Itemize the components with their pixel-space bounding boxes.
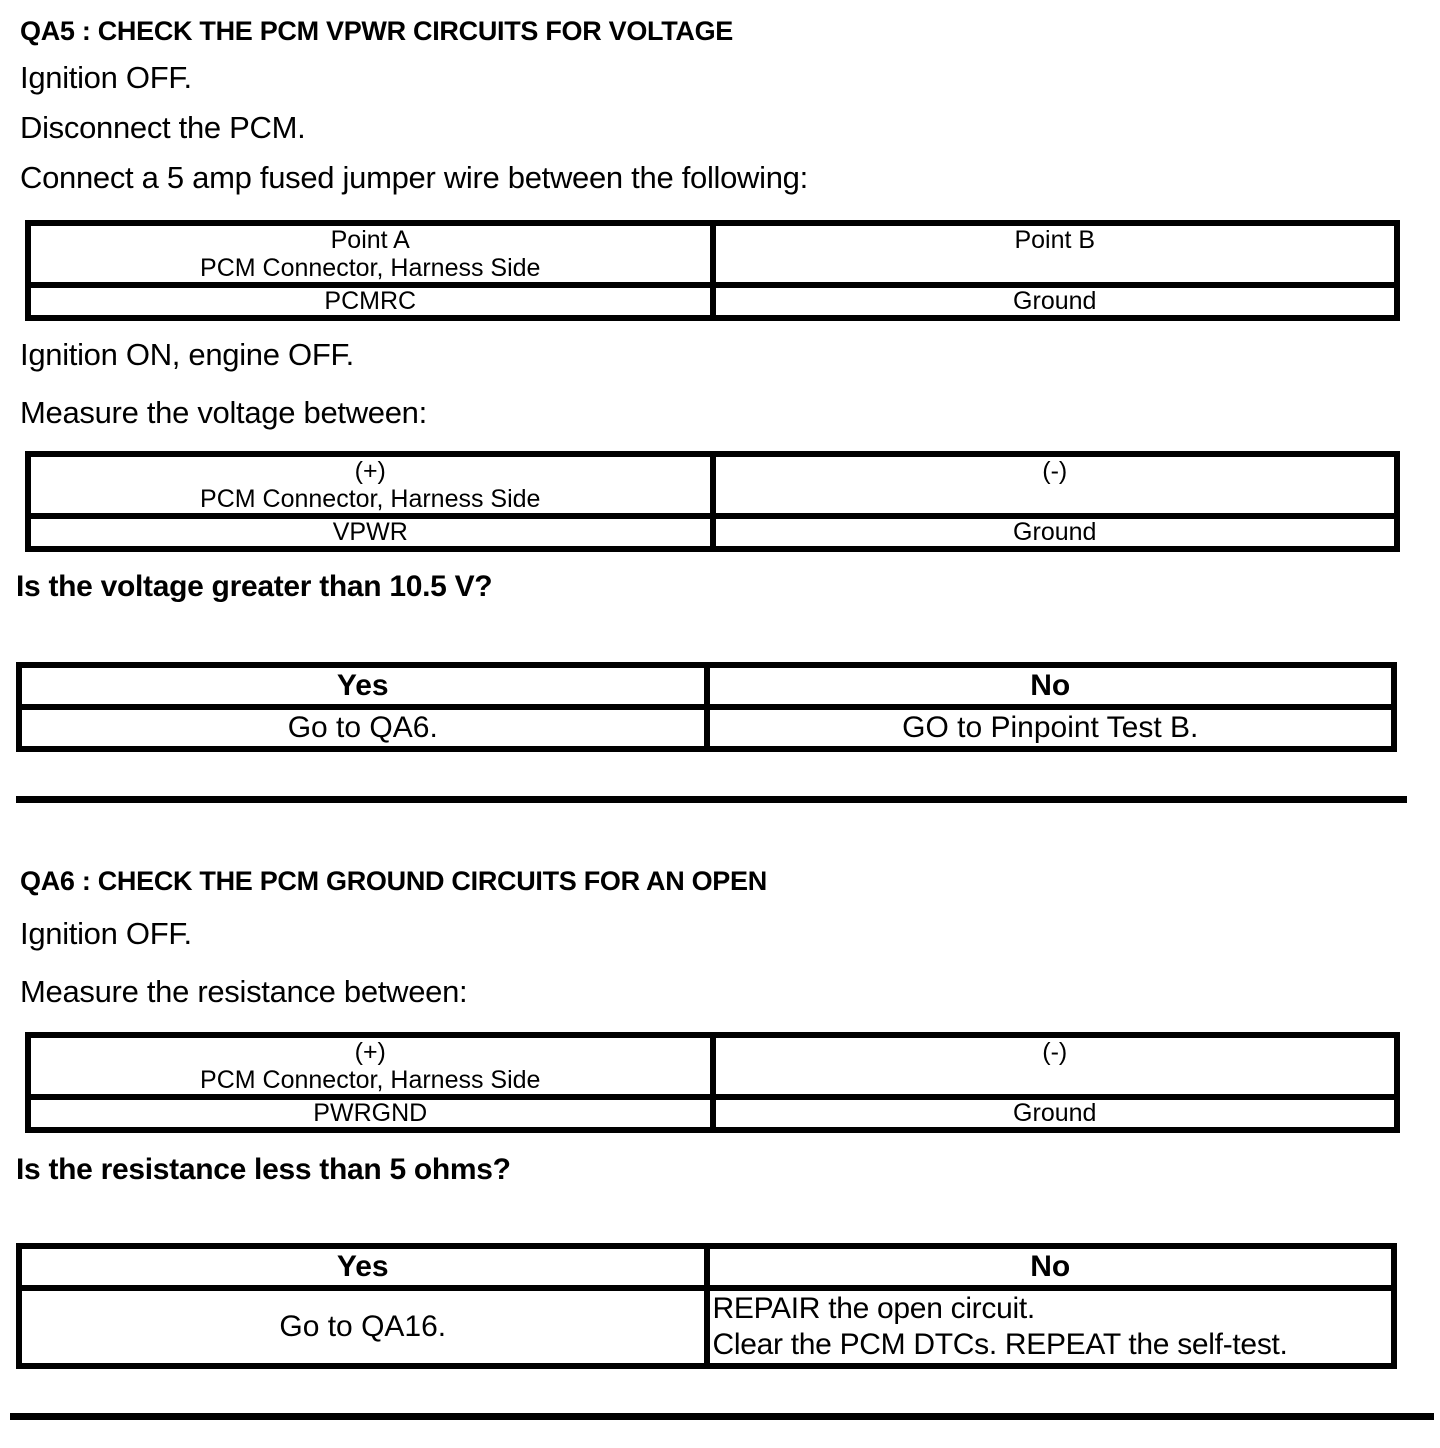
no-header-cell: No	[707, 1246, 1395, 1288]
yes-action-cell: Go to QA16.	[19, 1288, 707, 1366]
negative-lead-header-cell	[713, 1035, 1398, 1097]
qa6-step-ignition-off: Ignition OFF.	[20, 916, 192, 951]
point-a-header-cell	[28, 223, 713, 285]
no-action-cell	[707, 1288, 1395, 1366]
positive-lead-value-cell: PWRGND	[28, 1097, 713, 1130]
qa5-step-ignition-off: Ignition OFF.	[20, 60, 192, 95]
point-a-label: Point A	[330, 226, 410, 254]
table-header-row	[28, 454, 1397, 516]
table-row	[28, 516, 1397, 549]
table-header-row	[28, 1035, 1397, 1097]
negative-lead-label: (-)	[1042, 457, 1068, 485]
positive-lead-sublabel: PCM Connector, Harness Side	[200, 485, 541, 513]
table-row	[28, 285, 1397, 318]
no-action-line2: Clear the PCM DTCs. REPEAT the self-test.	[712, 1328, 1288, 1361]
table-header-row	[28, 223, 1397, 285]
page-bottom-divider	[10, 1413, 1434, 1420]
qa5-question: Is the voltage greater than 10.5 V?	[16, 570, 493, 603]
section-qa5	[0, 14, 1440, 752]
point-b-header-cell	[713, 223, 1398, 285]
yes-action-cell: Go to QA6.	[19, 707, 707, 749]
qa6-title: QA6 : CHECK THE PCM GROUND CIRCUITS FOR AN OPEN	[20, 866, 767, 896]
pinpoint-test-document	[0, 14, 1440, 1420]
qa5-step-measure-voltage: Measure the voltage between:	[20, 395, 427, 430]
qa5-title: QA5 : CHECK THE PCM VPWR CIRCUITS FOR VOLTAGE	[20, 16, 734, 46]
negative-lead-value-cell: Ground	[713, 516, 1398, 549]
positive-lead-sublabel: PCM Connector, Harness Side	[200, 1066, 541, 1094]
point-a-value-cell: PCMRC	[28, 285, 713, 318]
table-row	[19, 707, 1394, 749]
negative-lead-header-cell	[713, 454, 1398, 516]
point-b-value-cell: Ground	[713, 285, 1398, 318]
positive-lead-value-cell: VPWR	[28, 516, 713, 549]
yes-header-cell: Yes	[19, 1246, 707, 1288]
positive-lead-label: (+)	[354, 457, 386, 485]
positive-lead-header-cell	[28, 1035, 713, 1097]
no-action-line1: REPAIR the open circuit.	[712, 1292, 1035, 1325]
positive-lead-label: (+)	[354, 1038, 386, 1066]
qa6-result-table	[16, 1243, 1397, 1369]
negative-lead-value-cell: Ground	[713, 1097, 1398, 1130]
point-b-label: Point B	[1014, 226, 1096, 254]
no-action-cell: GO to Pinpoint Test B.	[707, 707, 1395, 749]
qa6-resistance-measure-table	[25, 1032, 1400, 1133]
negative-lead-label: (-)	[1042, 1038, 1068, 1066]
qa5-voltage-measure-table	[25, 451, 1400, 552]
table-row	[19, 1288, 1394, 1366]
qa5-jumper-connection-table	[25, 220, 1400, 321]
qa5-step-disconnect-pcm: Disconnect the PCM.	[20, 110, 306, 145]
qa6-question: Is the resistance less than 5 ohms?	[16, 1153, 511, 1186]
section-qa6	[0, 864, 1440, 1369]
qa5-step-ignition-on: Ignition ON, engine OFF.	[20, 337, 354, 372]
qa5-result-table	[16, 662, 1397, 752]
qa6-step-measure-resistance: Measure the resistance between:	[20, 974, 468, 1009]
table-header-row	[19, 665, 1394, 707]
qa5-step-connect-jumper: Connect a 5 amp fused jumper wire between the following:	[20, 160, 808, 195]
table-row	[28, 1097, 1397, 1130]
section-divider	[16, 796, 1407, 803]
yes-header-cell: Yes	[19, 665, 707, 707]
point-a-sublabel: PCM Connector, Harness Side	[200, 254, 541, 282]
positive-lead-header-cell	[28, 454, 713, 516]
no-header-cell: No	[707, 665, 1395, 707]
table-header-row	[19, 1246, 1394, 1288]
